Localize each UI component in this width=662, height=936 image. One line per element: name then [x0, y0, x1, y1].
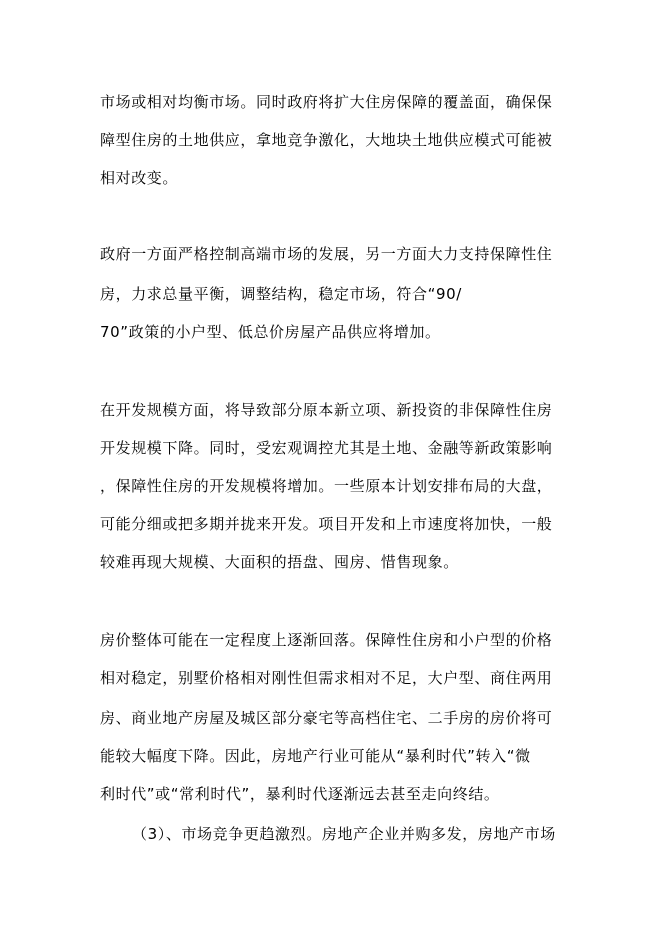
paragraph-1-line-2: 障型住房的土地供应，拿地竞争激化，大地块土地供应模式可能被 — [100, 131, 553, 149]
paragraph-2-line-3: 70”政策的小户型、低总价房屋产品供应将增加。 — [100, 323, 441, 341]
paragraph-1-line-1: 市场或相对均衡市场。同时政府将扩大住房保障的覆盖面，确保保 — [100, 93, 553, 111]
paragraph-4-line-3: 房、商业地产房屋及城区部分豪宅等高档住宅、二手房的房价将可 — [100, 709, 553, 727]
paragraph-2-line-1: 政府一方面严格控制高端市场的发展，另一方面大力支持保障性住 — [100, 245, 553, 263]
paragraph-3-line-1: 在开发规模方面，将导致部分原本新立项、新投资的非保障性住房 — [100, 401, 553, 419]
paragraph-3-line-3: ，保障性住房的开发规模将增加。一些原本计划安排布局的大盘， — [100, 477, 553, 495]
paragraph-4-line-5: 利时代”或“常利时代”，暴利时代逐渐远去甚至走向终结。 — [100, 785, 500, 803]
paragraph-4-line-1: 房价整体可能在一定程度上逐渐回落。保障性住房和小户型的价格 — [100, 631, 553, 649]
paragraph-2-line-2: 房，力求总量平衡，调整结构，稳定市场，符合“90/ — [100, 285, 462, 303]
paragraph-3-line-4: 可能分细或把多期并拢来开发。项目开发和上市速度将加快，一般 — [100, 515, 553, 533]
paragraph-3-line-5: 较难再现大规模、大面积的捂盘、囤房、惜售现象。 — [100, 553, 459, 571]
paragraph-4-line-4: 能较大幅度下降。因此，房地产行业可能从“暴利时代”转入“微 — [100, 747, 531, 765]
paragraph-4-line-6: （3）、市场竞争更趋激烈。房地产企业并购多发，房地产市场 — [132, 825, 556, 843]
paragraph-4-line-2: 相对稳定，别墅价格相对刚性但需求相对不足，大户型、商住两用 — [100, 669, 553, 687]
paragraph-3-line-2: 开发规模下降。同时，受宏观调控尤其是土地、金融等新政策影响 — [100, 439, 553, 457]
paragraph-1-line-3: 相对改变。 — [100, 169, 179, 187]
